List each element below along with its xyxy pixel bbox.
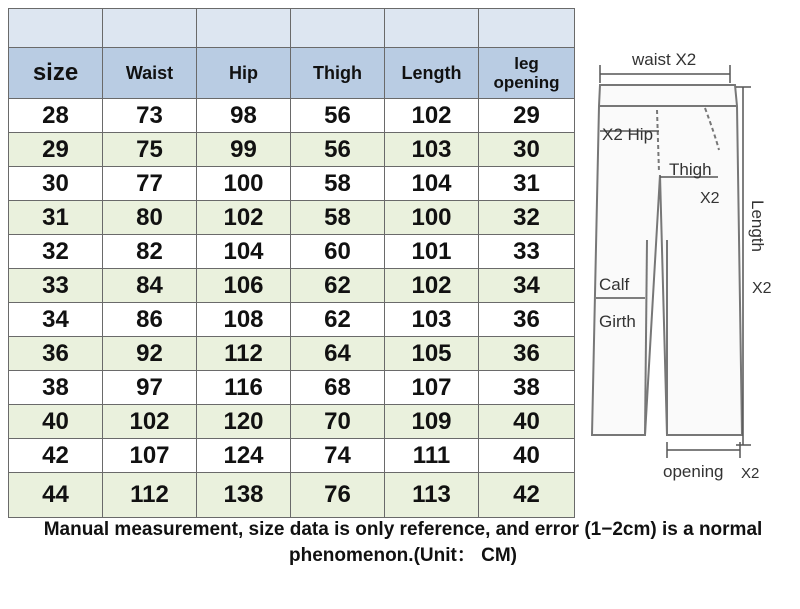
calf-label: Calf — [599, 275, 630, 294]
cell-size: 36 — [9, 337, 103, 371]
hip-label: X2 Hip — [602, 125, 654, 144]
cell-hip: 138 — [197, 473, 291, 518]
cell-size: 28 — [9, 99, 103, 133]
cell-thigh: 62 — [291, 303, 385, 337]
cell-waist: 102 — [103, 405, 197, 439]
cell-hip: 104 — [197, 235, 291, 269]
cell-size: 40 — [9, 405, 103, 439]
cell-waist: 92 — [103, 337, 197, 371]
trouser-measurement-diagram — [587, 40, 790, 490]
cell-hip: 112 — [197, 337, 291, 371]
cell-size: 30 — [9, 167, 103, 201]
opening-label: opening — [663, 462, 724, 481]
opening-dimension-arrow — [667, 442, 740, 458]
table-row — [9, 473, 575, 518]
cell-length: 100 — [385, 201, 479, 235]
cell-hip: 102 — [197, 201, 291, 235]
cell-length: 107 — [385, 371, 479, 405]
measurement-footnote: Manual measurement, size data is only reference, and error (1−2cm) is a normal phenomenon.(Unit： CM) — [43, 519, 763, 566]
cell-size: 31 — [9, 201, 103, 235]
cell-waist: 97 — [103, 371, 197, 405]
cell-leg-opening: 29 — [479, 99, 575, 133]
cell-length: 102 — [385, 99, 479, 133]
cell-thigh: 58 — [291, 201, 385, 235]
size-chart-table — [8, 8, 575, 518]
cell-thigh: 58 — [291, 167, 385, 201]
cell-leg-opening: 34 — [479, 269, 575, 303]
cell-size: 33 — [9, 269, 103, 303]
cell-length: 113 — [385, 473, 479, 518]
cell-length: 102 — [385, 269, 479, 303]
cell-thigh: 62 — [291, 269, 385, 303]
table-row — [9, 439, 575, 473]
header-waist: Waist — [103, 48, 197, 99]
cell-leg-opening: 31 — [479, 167, 575, 201]
cell-length: 101 — [385, 235, 479, 269]
cell-thigh: 56 — [291, 99, 385, 133]
table-row — [9, 405, 575, 439]
cell-size: 29 — [9, 133, 103, 167]
cell-size: 44 — [9, 473, 103, 518]
cell-leg-opening: 36 — [479, 303, 575, 337]
cell-leg-opening: 40 — [479, 405, 575, 439]
cell-length: 103 — [385, 303, 479, 337]
length-label: Length — [748, 200, 767, 252]
cell-length: 105 — [385, 337, 479, 371]
cell-leg-opening: 42 — [479, 473, 575, 518]
cell-thigh: 74 — [291, 439, 385, 473]
cell-waist: 73 — [103, 99, 197, 133]
header-size: size — [9, 48, 103, 99]
header-hip: Hip — [197, 48, 291, 99]
cell-size: 42 — [9, 439, 103, 473]
cell-hip: 99 — [197, 133, 291, 167]
cell-thigh: 76 — [291, 473, 385, 518]
table-row — [9, 337, 575, 371]
cell-hip: 108 — [197, 303, 291, 337]
header-thigh: Thigh — [291, 48, 385, 99]
table-body — [9, 99, 575, 518]
cell-thigh: 64 — [291, 337, 385, 371]
table-row — [9, 201, 575, 235]
cell-waist: 107 — [103, 439, 197, 473]
table-row — [9, 235, 575, 269]
cell-hip: 116 — [197, 371, 291, 405]
table-top-band — [9, 9, 575, 48]
cell-thigh: 56 — [291, 133, 385, 167]
thigh-x2-label: X2 — [700, 190, 720, 207]
cell-waist: 84 — [103, 269, 197, 303]
cell-length: 103 — [385, 133, 479, 167]
cell-hip: 98 — [197, 99, 291, 133]
cell-length: 109 — [385, 405, 479, 439]
cell-waist: 82 — [103, 235, 197, 269]
table-header-row — [9, 48, 575, 99]
cell-waist: 75 — [103, 133, 197, 167]
header-leg-opening: leg opening — [479, 48, 575, 99]
waist-label: waist X2 — [632, 50, 697, 69]
cell-hip: 100 — [197, 167, 291, 201]
table-row — [9, 269, 575, 303]
cell-waist: 86 — [103, 303, 197, 337]
cell-hip: 120 — [197, 405, 291, 439]
cell-length: 104 — [385, 167, 479, 201]
cell-thigh: 70 — [291, 405, 385, 439]
cell-leg-opening: 38 — [479, 371, 575, 405]
table-row — [9, 167, 575, 201]
cell-leg-opening: 30 — [479, 133, 575, 167]
cell-leg-opening: 32 — [479, 201, 575, 235]
cell-leg-opening: 36 — [479, 337, 575, 371]
length-x2-label: X2 — [752, 280, 772, 297]
table-row — [9, 371, 575, 405]
cell-leg-opening: 40 — [479, 439, 575, 473]
table-row — [9, 303, 575, 337]
girth-label: Girth — [599, 312, 636, 331]
cell-thigh: 60 — [291, 235, 385, 269]
cell-size: 34 — [9, 303, 103, 337]
cell-length: 111 — [385, 439, 479, 473]
cell-thigh: 68 — [291, 371, 385, 405]
table-row — [9, 133, 575, 167]
cell-waist: 80 — [103, 201, 197, 235]
cell-waist: 77 — [103, 167, 197, 201]
opening-x2-label: X2 — [741, 465, 760, 482]
header-length: Length — [385, 48, 479, 99]
cell-hip: 106 — [197, 269, 291, 303]
cell-leg-opening: 33 — [479, 235, 575, 269]
thigh-label: Thigh — [669, 160, 712, 179]
cell-size: 32 — [9, 235, 103, 269]
cell-hip: 124 — [197, 439, 291, 473]
cell-size: 38 — [9, 371, 103, 405]
table-row — [9, 99, 575, 133]
cell-waist: 112 — [103, 473, 197, 518]
